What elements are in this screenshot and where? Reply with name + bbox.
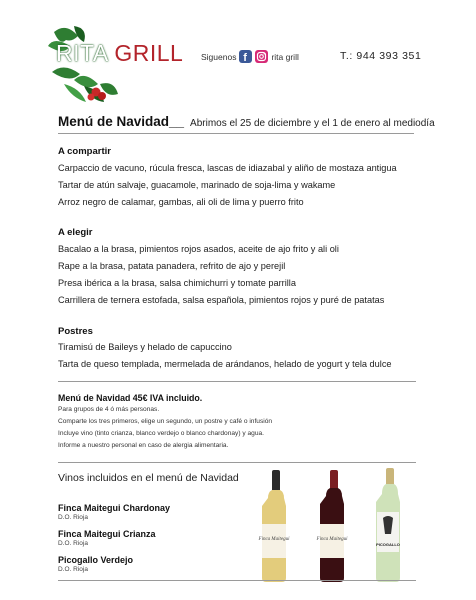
menu-item: Arroz negro de calamar, gambas, ali oli de lima y puerro frito bbox=[58, 197, 304, 207]
instagram-icon[interactable] bbox=[255, 50, 268, 63]
footer-divider bbox=[58, 580, 416, 581]
section-heading-elegir: A elegir bbox=[58, 227, 93, 238]
menu-item: Rape a la brasa, patata panadera, refrito de ajo y perejil bbox=[58, 261, 286, 271]
page-title: Menú de Navidad__ bbox=[58, 114, 185, 129]
pack-note: Incluye vino (tinto crianza, blanco verdejo o blanco chardonay) y agua. bbox=[58, 430, 264, 437]
wine-origin: D.O. Rioja bbox=[58, 514, 88, 521]
logo-word-grill: GRILL bbox=[114, 40, 184, 66]
menu-price-heading: Menú de Navidad 45€ IVA incluido. bbox=[58, 393, 203, 403]
facebook-icon[interactable] bbox=[239, 50, 252, 63]
logo-wordmark bbox=[56, 40, 183, 67]
social-links bbox=[201, 50, 299, 63]
menu-item: Carrillera de ternera estofada, salsa española, pimientos rojos y puré de patatas bbox=[58, 295, 385, 305]
menu-item: Tiramisú de Baileys y helado de capuccino bbox=[58, 342, 232, 352]
title-divider bbox=[58, 133, 414, 134]
wine-origin: D.O. Rioja bbox=[58, 540, 88, 547]
wine-name-chardonay: Finca Maitegui Chardonay bbox=[58, 503, 171, 513]
logo bbox=[44, 22, 174, 112]
bottle-chardonay-image bbox=[258, 470, 290, 582]
bottle-label: PICOGALLO bbox=[376, 542, 400, 547]
svg-text:f: f bbox=[243, 52, 248, 63]
menu-item: Presa ibérica a la brasa, salsa chimichurri y tomate parrilla bbox=[58, 278, 296, 288]
bottle-verdejo-image bbox=[376, 468, 400, 582]
menu-item: Carpaccio de vacuno, rúcula fresca, lascas de idiazabal y aliño de mostaza antigua bbox=[58, 163, 397, 173]
bottle-label: Finca Maitegui bbox=[316, 537, 348, 542]
social-handle[interactable]: rita grill bbox=[271, 51, 299, 62]
social-label: Siguenos bbox=[201, 51, 237, 62]
page-subtitle: Abrimos el 25 de diciembre y el 1 de enero al mediodía bbox=[190, 118, 435, 129]
pack-note: Para grupos de 4 ó más personas. bbox=[58, 406, 160, 413]
phone-number[interactable]: T.: 944 393 351 bbox=[340, 50, 422, 62]
menu-title-row bbox=[58, 114, 435, 129]
menu-item: Tarta de queso templada, mermelada de arándanos, helado de yogurt y tela dulce bbox=[58, 359, 392, 369]
wines-heading: Vinos incluidos en el menú de Navidad bbox=[58, 472, 239, 484]
section-heading-postres: Postres bbox=[58, 326, 93, 337]
section-heading-compartir: A compartir bbox=[58, 146, 111, 157]
logo-word-rita: RITA bbox=[56, 40, 108, 66]
wine-bottles bbox=[258, 466, 418, 584]
wine-origin: D.O. Rioja bbox=[58, 566, 88, 573]
pack-note: Comparte los tres primeros, elige un segundo, un postre y café o infusión bbox=[58, 418, 273, 425]
postres-divider bbox=[58, 381, 416, 382]
pack-note: Informe a nuestro personal en caso de alergia alimentaria. bbox=[58, 442, 229, 449]
menu-item: Tartar de atún salvaje, guacamole, marinado de soja-lima y wakame bbox=[58, 180, 336, 190]
menu-item: Bacalao a la brasa, pimientos rojos asados, aceite de ajo frito y ali oli bbox=[58, 244, 339, 254]
bottle-label: Finca Maitegui bbox=[258, 537, 290, 542]
pack-divider bbox=[58, 462, 416, 463]
wine-name-verdejo: Picogallo Verdejo bbox=[58, 555, 134, 565]
holly-logo-icon bbox=[44, 22, 174, 112]
wine-name-crianza: Finca Maitegui Crianza bbox=[58, 529, 156, 539]
bottle-crianza-image bbox=[316, 470, 349, 582]
